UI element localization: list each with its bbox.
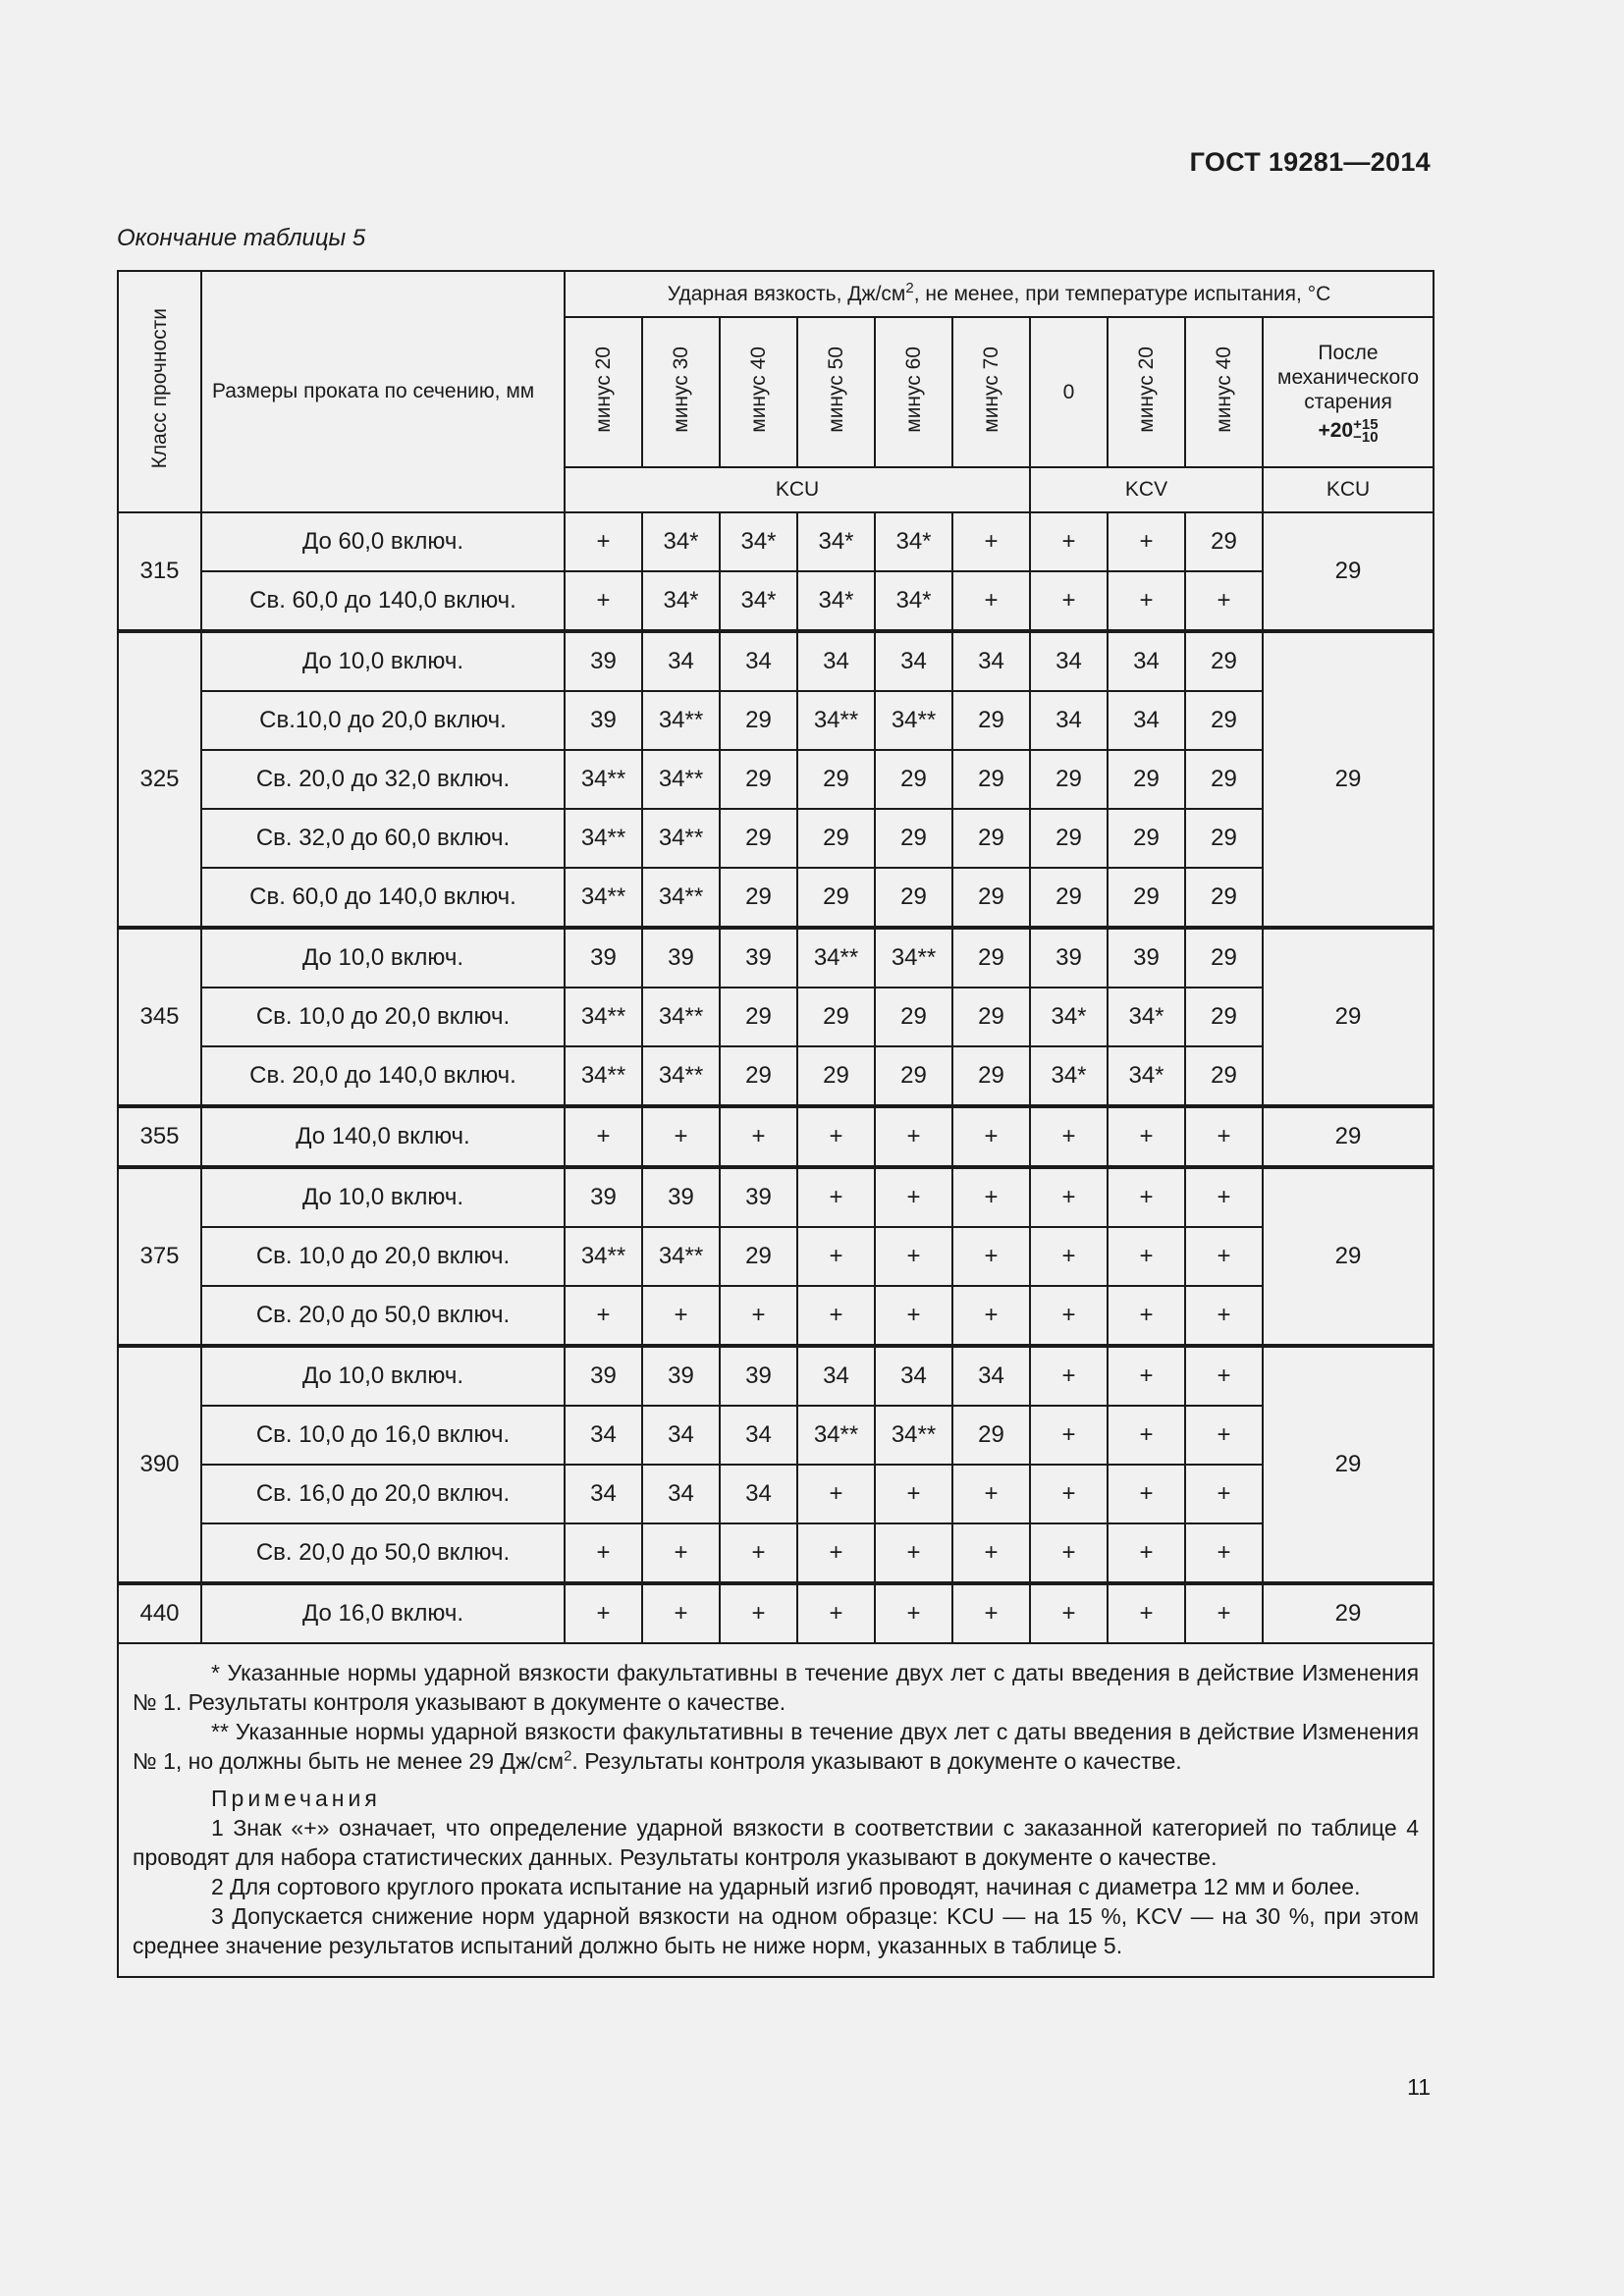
table-row <box>118 868 1434 928</box>
value-cell: 34 <box>875 1346 952 1406</box>
value-cell: + <box>875 1227 952 1286</box>
table-row <box>118 988 1434 1046</box>
value-cell: + <box>1030 1346 1108 1406</box>
value-cell: + <box>1185 1406 1263 1465</box>
table-row <box>118 512 1434 571</box>
value-cell: + <box>797 1167 875 1227</box>
value-cell: 34** <box>797 691 875 750</box>
aging-value-cell: 29 <box>1263 1346 1434 1583</box>
value-cell: + <box>1185 1286 1263 1346</box>
value-cell: + <box>797 1106 875 1167</box>
value-cell: 29 <box>720 1227 797 1286</box>
value-cell: + <box>1108 1227 1185 1286</box>
aging-value-cell: 29 <box>1263 1583 1434 1643</box>
value-cell: 29 <box>720 809 797 868</box>
value-cell: + <box>952 1523 1030 1583</box>
header-size: Размеры проката по сечению, мм <box>201 271 565 512</box>
value-cell: 34** <box>565 868 642 928</box>
value-cell: 34 <box>1108 631 1185 691</box>
value-cell: + <box>1030 1583 1108 1643</box>
value-cell: + <box>565 571 642 631</box>
value-cell: + <box>1108 1523 1185 1583</box>
header-impact-sup: 2 <box>905 279 914 296</box>
value-cell: + <box>1108 1106 1185 1167</box>
value-cell: + <box>642 1523 720 1583</box>
header-impact-pre: Ударная вязкость, Дж/см <box>667 282 906 305</box>
value-cell: 34** <box>642 691 720 750</box>
value-cell: 29 <box>720 988 797 1046</box>
value-cell: 39 <box>565 928 642 988</box>
value-cell: + <box>1108 1465 1185 1523</box>
value-cell: 34* <box>797 571 875 631</box>
notes-block <box>118 1643 1434 1977</box>
value-cell: 39 <box>720 1167 797 1227</box>
header-kcu: KCU <box>565 467 1030 512</box>
table-row <box>118 1346 1434 1406</box>
value-cell: + <box>1185 1583 1263 1643</box>
header-temp: минус 20 <box>565 317 642 467</box>
value-cell: + <box>952 1286 1030 1346</box>
size-cell: До 16,0 включ. <box>201 1583 565 1643</box>
note-2: 2 Для сортового круглого проката испытание на ударный изгиб проводят, начиная с диаметра 12 мм и более. <box>211 1874 1361 1899</box>
value-cell: 29 <box>1108 809 1185 868</box>
value-cell: 34* <box>1108 1046 1185 1106</box>
value-cell: 29 <box>720 691 797 750</box>
value-cell: 29 <box>1185 691 1263 750</box>
table-row <box>118 1583 1434 1643</box>
header-temp: минус 40 <box>720 317 797 467</box>
value-cell: + <box>720 1286 797 1346</box>
table-row <box>118 691 1434 750</box>
value-cell: 34** <box>875 691 952 750</box>
size-cell: Св.10,0 до 20,0 включ. <box>201 691 565 750</box>
value-cell: 34* <box>642 512 720 571</box>
strength-class-cell: 345 <box>118 928 201 1106</box>
value-cell: + <box>875 1523 952 1583</box>
size-cell: До 10,0 включ. <box>201 928 565 988</box>
strength-class-cell: 325 <box>118 631 201 928</box>
value-cell: 29 <box>720 750 797 809</box>
value-cell: + <box>1108 571 1185 631</box>
value-cell: 34 <box>1030 691 1108 750</box>
header-aging-text: После механического старения <box>1277 341 1420 413</box>
header-temp: минус 30 <box>642 317 720 467</box>
value-cell: 29 <box>797 750 875 809</box>
value-cell: 34** <box>797 928 875 988</box>
value-cell: 34 <box>797 1346 875 1406</box>
value-cell: + <box>1108 1406 1185 1465</box>
header-kcv: KCV <box>1030 467 1263 512</box>
value-cell: + <box>1030 571 1108 631</box>
header-strength-class <box>118 271 201 512</box>
note-3: 3 Допускается снижение норм ударной вязкости на одном образце: KCU — на 15 %, KCV — на 30 %, при этом среднее значение результатов испытаний должно быть не ниже норм, указанных в таблице 5. <box>133 1903 1420 1958</box>
value-cell: 34** <box>642 1227 720 1286</box>
size-cell: Св. 10,0 до 20,0 включ. <box>201 988 565 1046</box>
value-cell: 34** <box>565 1046 642 1106</box>
table-row <box>118 1406 1434 1465</box>
value-cell: 34* <box>1108 988 1185 1046</box>
value-cell: 39 <box>642 928 720 988</box>
value-cell: 39 <box>720 1346 797 1406</box>
value-cell: + <box>642 1286 720 1346</box>
aging-value-cell: 29 <box>1263 1167 1434 1346</box>
value-cell: 34 <box>1030 631 1108 691</box>
value-cell: + <box>565 1286 642 1346</box>
value-cell: 29 <box>952 691 1030 750</box>
table-row <box>118 1523 1434 1583</box>
value-cell: 34* <box>720 512 797 571</box>
value-cell: 34 <box>720 631 797 691</box>
value-cell: 34 <box>1108 691 1185 750</box>
value-cell: 39 <box>565 631 642 691</box>
value-cell: + <box>797 1523 875 1583</box>
value-cell: + <box>875 1167 952 1227</box>
value-cell: + <box>875 1106 952 1167</box>
value-cell: + <box>952 512 1030 571</box>
value-cell: 29 <box>720 868 797 928</box>
strength-class-cell: 355 <box>118 1106 201 1167</box>
table-row <box>118 631 1434 691</box>
value-cell: + <box>565 1523 642 1583</box>
value-cell: 34** <box>565 809 642 868</box>
value-cell: 34** <box>565 750 642 809</box>
value-cell: 34** <box>642 868 720 928</box>
value-cell: 29 <box>1185 512 1263 571</box>
header-kcu-aging: KCU <box>1263 467 1434 512</box>
value-cell: 29 <box>875 988 952 1046</box>
value-cell: + <box>875 1583 952 1643</box>
value-cell: 34 <box>875 631 952 691</box>
value-cell: 34 <box>642 1406 720 1465</box>
aging-value-cell: 29 <box>1263 631 1434 928</box>
value-cell: 34* <box>1030 988 1108 1046</box>
value-cell: + <box>1185 1227 1263 1286</box>
header-impact <box>565 271 1434 317</box>
value-cell: 29 <box>1030 809 1108 868</box>
table-row <box>118 1227 1434 1286</box>
impact-strength-table <box>117 270 1435 1978</box>
value-cell: 29 <box>1030 868 1108 928</box>
value-cell: 34** <box>875 928 952 988</box>
value-cell: 34* <box>875 512 952 571</box>
aging-value-cell: 29 <box>1263 1106 1434 1167</box>
header-aging-temp: +20+15 −10 <box>1318 416 1379 447</box>
value-cell: 29 <box>797 988 875 1046</box>
value-cell: + <box>1185 1106 1263 1167</box>
size-cell: Св. 32,0 до 60,0 включ. <box>201 809 565 868</box>
value-cell: + <box>1108 1167 1185 1227</box>
value-cell: + <box>952 1465 1030 1523</box>
strength-class-cell: 375 <box>118 1167 201 1346</box>
size-cell: Св. 10,0 до 16,0 включ. <box>201 1406 565 1465</box>
size-cell: Св. 60,0 до 140,0 включ. <box>201 571 565 631</box>
value-cell: + <box>1108 1286 1185 1346</box>
value-cell: 34** <box>875 1406 952 1465</box>
value-cell: + <box>1030 1227 1108 1286</box>
value-cell: 39 <box>565 691 642 750</box>
value-cell: + <box>952 1106 1030 1167</box>
notes-title: Примечания <box>211 1786 381 1811</box>
value-cell: 29 <box>1108 868 1185 928</box>
footnote-1: * Указанные нормы ударной вязкости факультативны в течение двух лет с даты введения в действие Изменения № 1. Результаты контроля указывают в документе о качестве. <box>133 1660 1420 1715</box>
header-temp-kcv: минус 20 <box>1108 317 1185 467</box>
size-cell: Св. 20,0 до 140,0 включ. <box>201 1046 565 1106</box>
strength-class-cell: 315 <box>118 512 201 631</box>
header-temp: минус 50 <box>797 317 875 467</box>
table-row <box>118 1286 1434 1346</box>
value-cell: + <box>875 1465 952 1523</box>
table-row <box>118 1465 1434 1523</box>
value-cell: 39 <box>642 1346 720 1406</box>
size-cell: Св. 20,0 до 32,0 включ. <box>201 750 565 809</box>
table-caption: Окончание таблицы 5 <box>117 225 366 251</box>
table-row <box>118 928 1434 988</box>
value-cell: + <box>1108 1346 1185 1406</box>
value-cell: + <box>875 1286 952 1346</box>
value-cell: + <box>1030 512 1108 571</box>
size-cell: Св. 10,0 до 20,0 включ. <box>201 1227 565 1286</box>
value-cell: 29 <box>797 1046 875 1106</box>
value-cell: + <box>1108 1583 1185 1643</box>
value-cell: + <box>1030 1465 1108 1523</box>
value-cell: 34* <box>797 512 875 571</box>
value-cell: 29 <box>1185 928 1263 988</box>
value-cell: + <box>797 1227 875 1286</box>
size-cell: Св. 20,0 до 50,0 включ. <box>201 1286 565 1346</box>
header-temp: минус 60 <box>875 317 952 467</box>
table-row <box>118 1046 1434 1106</box>
size-cell: Св. 60,0 до 140,0 включ. <box>201 868 565 928</box>
table-row <box>118 750 1434 809</box>
value-cell: 34 <box>720 1406 797 1465</box>
value-cell: 34** <box>642 988 720 1046</box>
value-cell: + <box>952 1227 1030 1286</box>
strength-class-cell: 390 <box>118 1346 201 1583</box>
value-cell: 34** <box>642 809 720 868</box>
size-cell: До 60,0 включ. <box>201 512 565 571</box>
size-cell: До 140,0 включ. <box>201 1106 565 1167</box>
value-cell: 34** <box>565 1227 642 1286</box>
size-cell: До 10,0 включ. <box>201 1346 565 1406</box>
aging-value-cell: 29 <box>1263 928 1434 1106</box>
value-cell: + <box>642 1106 720 1167</box>
value-cell: 34 <box>952 631 1030 691</box>
value-cell: 29 <box>797 868 875 928</box>
value-cell: 34* <box>1030 1046 1108 1106</box>
page-number: 11 <box>1407 2074 1431 2100</box>
value-cell: 39 <box>720 928 797 988</box>
value-cell: + <box>565 1106 642 1167</box>
value-cell: + <box>565 1583 642 1643</box>
value-cell: 34 <box>642 1465 720 1523</box>
standard-number: ГОСТ 19281—2014 <box>1189 147 1431 177</box>
value-cell: + <box>1185 1465 1263 1523</box>
header-temp-kcv: 0 <box>1030 317 1108 467</box>
value-cell: 29 <box>1185 1046 1263 1106</box>
value-cell: 29 <box>952 868 1030 928</box>
value-cell: 29 <box>1185 631 1263 691</box>
value-cell: 29 <box>952 1406 1030 1465</box>
value-cell: 34 <box>720 1465 797 1523</box>
size-cell: До 10,0 включ. <box>201 1167 565 1227</box>
value-cell: + <box>1030 1106 1108 1167</box>
value-cell: + <box>1030 1406 1108 1465</box>
value-cell: 34* <box>875 571 952 631</box>
value-cell: + <box>720 1583 797 1643</box>
header-strength-class-label: Класс прочности <box>147 308 171 469</box>
header-aging <box>1263 317 1434 467</box>
value-cell: 29 <box>952 1046 1030 1106</box>
value-cell: + <box>1185 571 1263 631</box>
size-cell: Св. 20,0 до 50,0 включ. <box>201 1523 565 1583</box>
value-cell: 39 <box>1030 928 1108 988</box>
value-cell: + <box>1030 1286 1108 1346</box>
value-cell: + <box>797 1286 875 1346</box>
value-cell: + <box>642 1583 720 1643</box>
strength-class-cell: 440 <box>118 1583 201 1643</box>
size-cell: До 10,0 включ. <box>201 631 565 691</box>
note-1: 1 Знак «+» означает, что определение ударной вязкости в соответствии с заказанной категорией по таблице 4 проводят для набора статистических данных. Результаты контроля указывают в документе о качестве. <box>133 1815 1420 1870</box>
value-cell: + <box>1030 1167 1108 1227</box>
value-cell: 34** <box>642 1046 720 1106</box>
value-cell: + <box>720 1523 797 1583</box>
value-cell: 39 <box>565 1167 642 1227</box>
value-cell: 34** <box>642 750 720 809</box>
value-cell: 29 <box>1108 750 1185 809</box>
value-cell: + <box>1185 1346 1263 1406</box>
table-body <box>118 512 1434 1643</box>
value-cell: + <box>1185 1167 1263 1227</box>
value-cell: 29 <box>952 750 1030 809</box>
header-temp: минус 70 <box>952 317 1030 467</box>
value-cell: 29 <box>1030 750 1108 809</box>
value-cell: 34* <box>720 571 797 631</box>
table-row <box>118 571 1434 631</box>
value-cell: + <box>1185 1523 1263 1583</box>
value-cell: 34** <box>797 1406 875 1465</box>
value-cell: 29 <box>875 868 952 928</box>
table-row <box>118 1167 1434 1227</box>
value-cell: 29 <box>1185 988 1263 1046</box>
value-cell: 34* <box>642 571 720 631</box>
value-cell: + <box>952 571 1030 631</box>
value-cell: 29 <box>875 750 952 809</box>
value-cell: 29 <box>1185 868 1263 928</box>
value-cell: + <box>952 1167 1030 1227</box>
value-cell: 34 <box>565 1465 642 1523</box>
value-cell: 29 <box>875 809 952 868</box>
value-cell: 34 <box>952 1346 1030 1406</box>
value-cell: + <box>797 1583 875 1643</box>
value-cell: 34** <box>565 988 642 1046</box>
value-cell: 29 <box>875 1046 952 1106</box>
value-cell: + <box>797 1465 875 1523</box>
value-cell: 29 <box>952 988 1030 1046</box>
aging-value-cell: 29 <box>1263 512 1434 631</box>
value-cell: 34 <box>797 631 875 691</box>
value-cell: 39 <box>565 1346 642 1406</box>
value-cell: + <box>952 1583 1030 1643</box>
value-cell: 39 <box>1108 928 1185 988</box>
value-cell: + <box>565 512 642 571</box>
header-impact-post: , не менее, при температуре испытания, °C <box>913 282 1331 305</box>
footnote-2: ** Указанные нормы ударной вязкости факультативны в течение двух лет с даты введения в действие Изменения № 1, но должны быть не менее 29 $Дж/см^2$. Результаты контроля указывают в документе о качестве. <box>133 1719 1420 1774</box>
table-row <box>118 1106 1434 1167</box>
value-cell: 29 <box>1185 809 1263 868</box>
value-cell: 39 <box>642 1167 720 1227</box>
value-cell: + <box>1108 512 1185 571</box>
value-cell: 29 <box>952 809 1030 868</box>
value-cell: 34 <box>565 1406 642 1465</box>
value-cell: + <box>720 1106 797 1167</box>
header-temp-kcv: минус 40 <box>1185 317 1263 467</box>
value-cell: 34 <box>642 631 720 691</box>
value-cell: 29 <box>797 809 875 868</box>
value-cell: 29 <box>952 928 1030 988</box>
table-row <box>118 809 1434 868</box>
value-cell: + <box>1030 1523 1108 1583</box>
size-cell: Св. 16,0 до 20,0 включ. <box>201 1465 565 1523</box>
value-cell: 29 <box>720 1046 797 1106</box>
value-cell: 29 <box>1185 750 1263 809</box>
